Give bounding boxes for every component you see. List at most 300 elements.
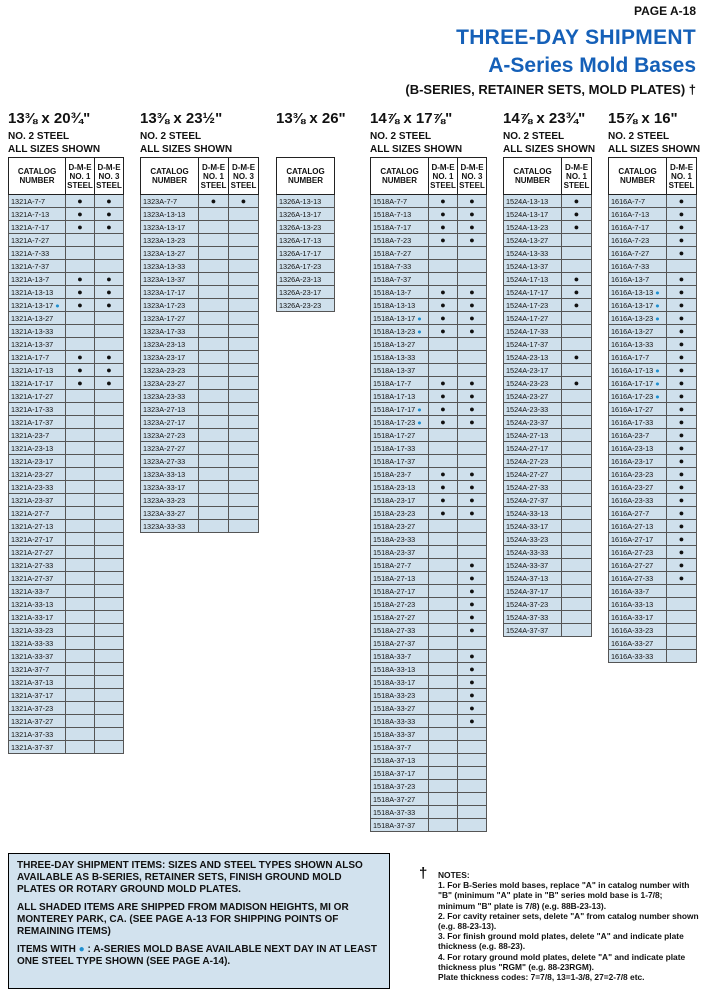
catalog-number: 1616A-17-13 ● <box>609 364 667 377</box>
catalog-number: 1616A-7-17 <box>609 221 667 234</box>
catalog-number: 1616A-7-33 <box>609 260 667 273</box>
table-row <box>9 650 124 663</box>
table-row <box>504 195 592 208</box>
catalog-number: 1524A-23-13 <box>504 351 562 364</box>
catalog-table <box>8 157 124 754</box>
steel-note: NO. 2 STEEL <box>503 131 565 142</box>
availability-dot: ● <box>667 208 697 221</box>
table-row <box>371 507 487 520</box>
column-1326 <box>276 110 346 312</box>
table-row <box>609 195 697 208</box>
table-row <box>609 364 697 377</box>
catalog-number: 1518A-27-13 <box>371 572 429 585</box>
availability-dot <box>95 468 124 481</box>
table-row <box>9 247 124 260</box>
next-day-dot-icon: ● <box>417 404 422 414</box>
table-row <box>504 442 592 455</box>
steel-note: ALL SIZES SHOWN <box>608 144 701 155</box>
availability-dot: ● <box>95 195 124 208</box>
availability-dot <box>458 819 487 832</box>
catalog-number: 1616A-33-23 <box>609 624 667 637</box>
availability-dot: ● <box>562 273 592 286</box>
availability-dot <box>229 247 259 260</box>
table-row <box>609 403 697 416</box>
catalog-number: 1321A-23-17 <box>9 455 66 468</box>
availability-dot: ● <box>458 715 487 728</box>
availability-dot <box>229 403 259 416</box>
steel-header: D-M-E NO. 3 STEEL <box>458 158 487 195</box>
table-row <box>277 273 335 286</box>
catalog-number: 1524A-23-17 <box>504 364 562 377</box>
catalog-number: 1524A-13-37 <box>504 260 562 273</box>
availability-dot <box>458 728 487 741</box>
availability-dot <box>199 273 229 286</box>
table-row <box>371 650 487 663</box>
table-row <box>371 351 487 364</box>
availability-dot: ● <box>429 312 458 325</box>
catalog-number: 1326A-17-13 <box>277 234 335 247</box>
catalog-number: 1524A-13-23 <box>504 221 562 234</box>
next-day-dot-icon: ● <box>655 378 660 388</box>
table-row <box>609 546 697 559</box>
table-row <box>609 338 697 351</box>
availability-dot <box>95 663 124 676</box>
availability-dot: ● <box>667 312 697 325</box>
steel-note: ALL SIZES SHOWN <box>8 144 101 155</box>
availability-dot <box>229 234 259 247</box>
table-row <box>141 286 259 299</box>
table-row <box>371 221 487 234</box>
table-row <box>277 234 335 247</box>
table-row <box>9 273 124 286</box>
catalog-number: 1518A-33-37 <box>371 728 429 741</box>
table-row <box>371 637 487 650</box>
availability-dot: ● <box>458 312 487 325</box>
availability-dot: ● <box>95 351 124 364</box>
catalog-number: 1524A-33-37 <box>504 559 562 572</box>
availability-dot: ● <box>66 377 95 390</box>
availability-dot <box>562 572 592 585</box>
catalog-number: 1518A-17-23 ● <box>371 416 429 429</box>
table-row <box>504 429 592 442</box>
catalog-number: 1616A-17-7 <box>609 351 667 364</box>
availability-dot <box>95 715 124 728</box>
availability-dot: ● <box>95 286 124 299</box>
size-heading: 14⅞ x 17⅞" <box>370 110 453 127</box>
availability-dot: ● <box>199 195 229 208</box>
availability-dot: ● <box>458 481 487 494</box>
steel-note: ALL SIZES SHOWN <box>140 144 233 155</box>
table-row <box>371 741 487 754</box>
catalog-number-header: CATALOG NUMBER <box>9 158 66 195</box>
catalog-number: 1321A-27-33 <box>9 559 66 572</box>
next-day-dot-icon: ● <box>655 287 660 297</box>
availability-dot <box>667 624 697 637</box>
steel-note: NO. 2 STEEL <box>8 131 70 142</box>
table-row <box>371 767 487 780</box>
availability-dot <box>199 390 229 403</box>
availability-dot <box>199 507 229 520</box>
catalog-number: 1524A-23-23 <box>504 377 562 390</box>
table-row <box>609 611 697 624</box>
catalog-number: 1321A-33-17 <box>9 611 66 624</box>
availability-dot <box>429 559 458 572</box>
shading-note: ALL SHADED ITEMS ARE SHIPPED FROM MADISON HEIGHTS, MI OR MONTEREY PARK, CA. (SEE PAGE A-13 FOR SHIPPING POINTS OF REMAINING ITEMS) <box>17 902 349 937</box>
availability-dot: ● <box>229 195 259 208</box>
catalog-number: 1616A-13-7 <box>609 273 667 286</box>
catalog-number: 1321A-13-33 <box>9 325 66 338</box>
catalog-number: 1616A-27-33 <box>609 572 667 585</box>
catalog-number: 1524A-37-23 <box>504 598 562 611</box>
catalog-number: 1321A-13-27 <box>9 312 66 325</box>
table-row <box>371 247 487 260</box>
availability-dot <box>66 598 95 611</box>
catalog-number: 1323A-23-17 <box>141 351 199 364</box>
catalog-number: 1524A-13-33 <box>504 247 562 260</box>
availability-dot <box>199 221 229 234</box>
availability-dot <box>199 429 229 442</box>
table-row <box>9 572 124 585</box>
availability-dot: ● <box>429 481 458 494</box>
table-row <box>9 520 124 533</box>
availability-dot <box>95 611 124 624</box>
availability-dot: ● <box>458 234 487 247</box>
catalog-number: 1518A-27-7 <box>371 559 429 572</box>
catalog-number: 1524A-37-37 <box>504 624 562 637</box>
table-row <box>371 715 487 728</box>
table-row <box>9 741 124 754</box>
table-row <box>9 416 124 429</box>
table-row <box>609 637 697 650</box>
availability-dot <box>66 663 95 676</box>
catalog-number: 1518A-33-23 <box>371 689 429 702</box>
availability-dot <box>562 494 592 507</box>
note-5: Plate thickness codes: 7=7/8, 13=1-3/8, 27=2-7/8 etc. <box>438 972 645 983</box>
next-day-dot-icon: ● <box>417 417 422 427</box>
availability-dot <box>66 676 95 689</box>
availability-dot <box>458 793 487 806</box>
availability-dot <box>95 416 124 429</box>
availability-dot <box>458 247 487 260</box>
availability-dot <box>562 429 592 442</box>
availability-dot <box>229 364 259 377</box>
table-row <box>371 234 487 247</box>
table-row <box>609 416 697 429</box>
table-row <box>277 208 335 221</box>
table-row <box>504 572 592 585</box>
catalog-number: 1321A-7-33 <box>9 247 66 260</box>
availability-dot <box>562 234 592 247</box>
availability-dot <box>429 767 458 780</box>
availability-dot <box>429 273 458 286</box>
availability-dot <box>95 390 124 403</box>
catalog-number: 1518A-33-17 <box>371 676 429 689</box>
availability-dot <box>458 429 487 442</box>
table-row <box>609 377 697 390</box>
catalog-number: 1518A-13-33 <box>371 351 429 364</box>
catalog-number: 1616A-23-17 <box>609 455 667 468</box>
catalog-number: 1321A-37-33 <box>9 728 66 741</box>
availability-dot: ● <box>458 598 487 611</box>
table-row <box>371 819 487 832</box>
table-row <box>9 195 124 208</box>
catalog-number: 1524A-17-23 <box>504 299 562 312</box>
next-day-dot-icon: ● <box>655 300 660 310</box>
availability-dot <box>429 442 458 455</box>
table-row <box>141 390 259 403</box>
catalog-number: 1518A-17-17 ● <box>371 403 429 416</box>
availability-dot <box>66 624 95 637</box>
catalog-number: 1323A-23-33 <box>141 390 199 403</box>
availability-dot <box>429 754 458 767</box>
availability-dot: ● <box>458 468 487 481</box>
shipment-items-text: THREE-DAY SHIPMENT ITEMS: SIZES AND STEEL TYPES SHOWN ALSO AVAILABLE AS B-SERIES, RETAINER SETS, FINISH GROUND MOLD PLATES OR ROTARY GROUND MOLD PLATES. <box>17 860 363 895</box>
availability-dot: ● <box>667 390 697 403</box>
table-row <box>9 663 124 676</box>
catalog-number: 1518A-13-17 ● <box>371 312 429 325</box>
steel-note: NO. 2 STEEL <box>370 131 432 142</box>
availability-dot <box>229 455 259 468</box>
table-row <box>504 286 592 299</box>
catalog-number: 1323A-33-17 <box>141 481 199 494</box>
table-row <box>277 286 335 299</box>
availability-dot <box>429 572 458 585</box>
availability-dot <box>229 208 259 221</box>
table-row <box>504 546 592 559</box>
table-row <box>504 273 592 286</box>
catalog-number: 1524A-17-37 <box>504 338 562 351</box>
catalog-number: 1518A-37-7 <box>371 741 429 754</box>
availability-dot <box>95 572 124 585</box>
catalog-number: 1616A-23-7 <box>609 429 667 442</box>
table-row <box>9 585 124 598</box>
column-1321 <box>8 110 124 754</box>
catalog-number: 1326A-23-23 <box>277 299 335 312</box>
availability-dot <box>458 637 487 650</box>
catalog-number: 1524A-23-33 <box>504 403 562 416</box>
table-row <box>9 481 124 494</box>
catalog-number: 1518A-7-13 <box>371 208 429 221</box>
table-row <box>277 260 335 273</box>
availability-dot: ● <box>458 494 487 507</box>
catalog-number: 1518A-23-7 <box>371 468 429 481</box>
catalog-number: 1518A-13-27 <box>371 338 429 351</box>
table-row <box>609 520 697 533</box>
catalog-table <box>140 157 259 533</box>
table-row <box>371 273 487 286</box>
table-row <box>504 351 592 364</box>
catalog-number-header: CATALOG NUMBER <box>371 158 429 195</box>
availability-dot: ● <box>458 390 487 403</box>
availability-dot <box>429 611 458 624</box>
table-row <box>609 312 697 325</box>
size-heading: 15⅞ x 16" <box>608 110 678 127</box>
table-row <box>9 364 124 377</box>
availability-dot <box>95 533 124 546</box>
next-day-dot-icon: ● <box>655 313 660 323</box>
catalog-number: 1323A-13-27 <box>141 247 199 260</box>
availability-dot: ● <box>458 676 487 689</box>
table-row <box>371 793 487 806</box>
availability-dot <box>95 494 124 507</box>
table-row <box>141 494 259 507</box>
availability-dot <box>199 377 229 390</box>
availability-dot <box>66 689 95 702</box>
availability-dot: ● <box>66 208 95 221</box>
catalog-number: 1616A-13-23 ● <box>609 312 667 325</box>
catalog-number: 1518A-7-17 <box>371 221 429 234</box>
table-row <box>9 494 124 507</box>
table-row <box>504 312 592 325</box>
availability-dot: ● <box>429 221 458 234</box>
column-1518 <box>370 110 487 832</box>
availability-dot <box>429 728 458 741</box>
catalog-number-header: CATALOG NUMBER <box>277 158 335 195</box>
catalog-number: 1321A-17-17 <box>9 377 66 390</box>
availability-dot: ● <box>667 234 697 247</box>
availability-dot <box>95 728 124 741</box>
availability-dot <box>95 585 124 598</box>
catalog-number: 1616A-13-17 ● <box>609 299 667 312</box>
availability-dot: ● <box>429 390 458 403</box>
catalog-number: 1323A-23-23 <box>141 364 199 377</box>
notes-heading: NOTES: <box>438 870 470 880</box>
table-row <box>277 247 335 260</box>
availability-dot <box>429 598 458 611</box>
availability-dot <box>66 481 95 494</box>
availability-dot <box>66 650 95 663</box>
availability-dot <box>667 637 697 650</box>
table-row <box>141 429 259 442</box>
availability-dot <box>429 338 458 351</box>
availability-dot <box>66 572 95 585</box>
availability-dot <box>66 585 95 598</box>
availability-dot <box>95 689 124 702</box>
availability-dot <box>562 481 592 494</box>
catalog-number: 1323A-17-33 <box>141 325 199 338</box>
table-row <box>141 325 259 338</box>
catalog-number: 1616A-23-13 <box>609 442 667 455</box>
table-row <box>504 585 592 598</box>
catalog-number: 1616A-17-23 ● <box>609 390 667 403</box>
catalog-number: 1616A-13-13 ● <box>609 286 667 299</box>
steel-header: D-M-E NO. 1 STEEL <box>199 158 229 195</box>
catalog-number: 1321A-37-37 <box>9 741 66 754</box>
availability-dot <box>199 260 229 273</box>
availability-dot: ● <box>562 221 592 234</box>
table-row <box>609 429 697 442</box>
availability-dot <box>458 780 487 793</box>
catalog-number: 1321A-33-23 <box>9 624 66 637</box>
availability-dot <box>562 533 592 546</box>
catalog-number: 1321A-13-17 ● <box>9 299 66 312</box>
availability-dot: ● <box>667 494 697 507</box>
availability-dot: ● <box>458 663 487 676</box>
availability-dot: ● <box>66 221 95 234</box>
catalog-number: 1524A-27-33 <box>504 481 562 494</box>
catalog-number: 1321A-37-17 <box>9 689 66 702</box>
catalog-number: 1321A-37-13 <box>9 676 66 689</box>
catalog-number: 1321A-13-37 <box>9 338 66 351</box>
availability-dot <box>229 520 259 533</box>
table-row <box>141 195 259 208</box>
availability-dot: ● <box>667 442 697 455</box>
table-row <box>504 468 592 481</box>
table-row <box>504 377 592 390</box>
steel-note: ALL SIZES SHOWN <box>503 144 596 155</box>
table-row <box>9 533 124 546</box>
availability-dot <box>66 455 95 468</box>
availability-dot <box>429 663 458 676</box>
availability-dot <box>458 273 487 286</box>
availability-dot <box>66 312 95 325</box>
catalog-number: 1321A-7-7 <box>9 195 66 208</box>
availability-dot <box>95 481 124 494</box>
catalog-number: 1321A-7-37 <box>9 260 66 273</box>
catalog-number: 1326A-13-23 <box>277 221 335 234</box>
availability-dot <box>95 338 124 351</box>
availability-dot <box>458 546 487 559</box>
availability-dot: ● <box>458 585 487 598</box>
catalog-number: 1323A-7-7 <box>141 195 199 208</box>
catalog-number: 1518A-33-33 <box>371 715 429 728</box>
availability-dot <box>229 221 259 234</box>
catalog-number: 1323A-23-13 <box>141 338 199 351</box>
catalog-number: 1326A-17-17 <box>277 247 335 260</box>
availability-dot <box>66 520 95 533</box>
availability-dot <box>229 507 259 520</box>
catalog-number: 1518A-23-17 <box>371 494 429 507</box>
catalog-number: 1321A-7-13 <box>9 208 66 221</box>
steel-header: D-M-E NO. 1 STEEL <box>66 158 95 195</box>
availability-dot <box>429 806 458 819</box>
table-row <box>9 208 124 221</box>
catalog-number: 1518A-37-23 <box>371 780 429 793</box>
table-row <box>371 468 487 481</box>
table-row <box>371 208 487 221</box>
table-row <box>609 455 697 468</box>
availability-dot <box>562 364 592 377</box>
availability-dot: ● <box>667 221 697 234</box>
availability-dot <box>429 364 458 377</box>
table-row <box>9 403 124 416</box>
availability-dot <box>562 598 592 611</box>
catalog-number: 1524A-23-37 <box>504 416 562 429</box>
table-row <box>504 481 592 494</box>
table-row <box>609 481 697 494</box>
catalog-number: 1524A-33-23 <box>504 533 562 546</box>
availability-dot: ● <box>66 195 95 208</box>
availability-dot <box>66 247 95 260</box>
availability-dot <box>66 728 95 741</box>
catalog-number: 1524A-37-33 <box>504 611 562 624</box>
availability-dot <box>229 338 259 351</box>
catalog-number: 1321A-27-17 <box>9 533 66 546</box>
catalog-number: 1518A-33-13 <box>371 663 429 676</box>
table-row <box>371 702 487 715</box>
table-row <box>371 780 487 793</box>
catalog-number: 1321A-27-13 <box>9 520 66 533</box>
catalog-number: 1524A-17-17 <box>504 286 562 299</box>
table-row <box>371 585 487 598</box>
catalog-number: 1518A-7-23 <box>371 234 429 247</box>
catalog-number: 1518A-17-33 <box>371 442 429 455</box>
table-row <box>609 234 697 247</box>
note-1: 1. For B-Series mold bases, replace "A" in catalog number with "B" (minimum "A" plate in "B" series mold base is 1-7/8; minimum "B" plate is 7/8) (e.g. 88B-23-13). <box>438 880 690 911</box>
catalog-table <box>608 157 697 663</box>
availability-dot <box>429 429 458 442</box>
steel-header: D-M-E NO. 3 STEEL <box>95 158 124 195</box>
